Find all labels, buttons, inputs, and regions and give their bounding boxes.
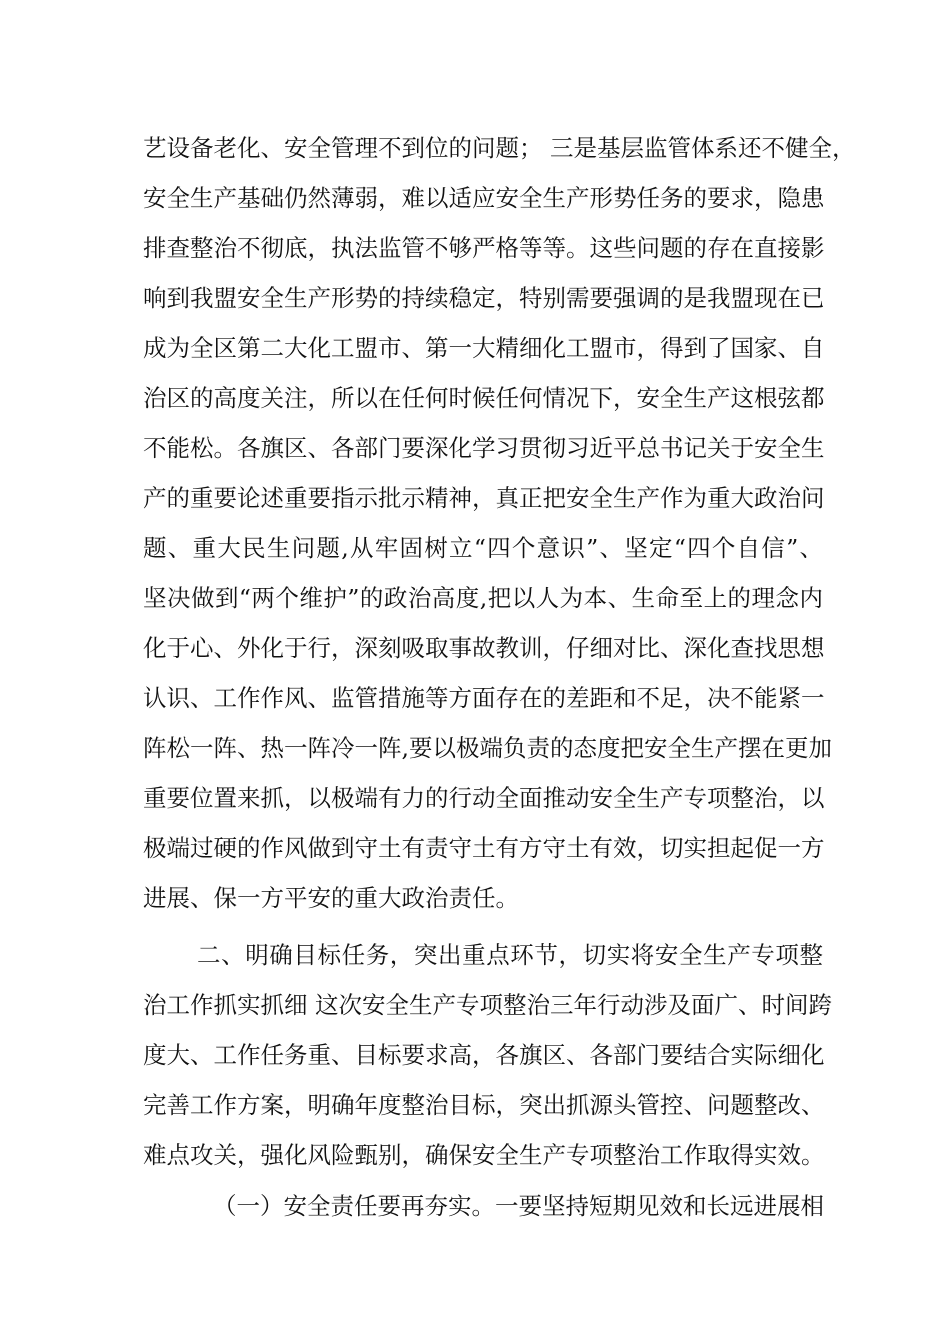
text-line: 响到我盟安全生产形势的持续稳定，特别需要强调的是我盟现在已 <box>143 284 825 312</box>
text-line: 艺设备老化、安全管理不到位的问题； 三是基层监管体系还不健全， <box>143 134 856 162</box>
text-line: 成为全区第二大化工盟市、第一大精细化工盟市，得到了国家、自 <box>143 334 825 362</box>
text-line: 治工作抓实抓细 这次安全生产专项整治三年行动涉及面广、时间跨 <box>143 991 832 1019</box>
text-line: 认识、工作作风、监管措施等方面存在的差距和不足，决不能紧一 <box>143 684 825 712</box>
text-line: 度大、工作任务重、目标要求高，各旗区、各部门要结合实际细化 <box>143 1041 825 1069</box>
text-line: 排查整治不彻底，执法监管不够严格等等。这些问题的存在直接影 <box>143 234 825 262</box>
text-line: 极端过硬的作风做到守土有责守土有方守土有效，切实担起促一方 <box>143 834 825 862</box>
text-line: 进展、保一方平安的重大政治责任。 <box>143 884 519 912</box>
section-heading: 二、明确目标任务，突出重点环节，切实将安全生产专项整 <box>197 941 823 969</box>
text-line: 阵松一阵、热一阵冷一阵,要以极端负责的态度把安全生产摆在更加 <box>143 734 832 762</box>
text-line: 坚决做到“两个维护”的政治高度,把以人为本、生命至上的理念内 <box>143 584 823 612</box>
text-line: 不能松。各旗区、各部门要深化学习贯彻习近平总书记关于安全生 <box>143 434 825 462</box>
text-line: 治区的高度关注，所以在任何时候任何情况下，安全生产这根弦都 <box>143 384 825 412</box>
text-line: 题、重大民生问题,从牢固树立“四个意识”、坚定“四个自信”、 <box>143 534 823 562</box>
text-line: 难点攻关，强化风险甄别，确保安全生产专项整治工作取得实效。 <box>143 1141 825 1169</box>
text-line: 重要位置来抓，以极端有力的行动全面推动安全生产专项整治，以 <box>143 784 825 812</box>
text-line: 化于心、外化于行，深刻吸取事故教训，仔细对比、深化查找思想 <box>143 634 825 662</box>
subsection-heading: （一）安全责任要再夯实。一要坚持短期见效和长远进展相 <box>213 1192 824 1220</box>
text-line: 安全生产基础仍然薄弱，难以适应安全生产形势任务的要求，隐患 <box>143 184 825 212</box>
text-line: 完善工作方案，明确年度整治目标，突出抓源头管控、问题整改、 <box>143 1091 825 1119</box>
text-line: 产的重要论述重要指示批示精神，真正把安全生产作为重大政治问 <box>143 484 825 512</box>
